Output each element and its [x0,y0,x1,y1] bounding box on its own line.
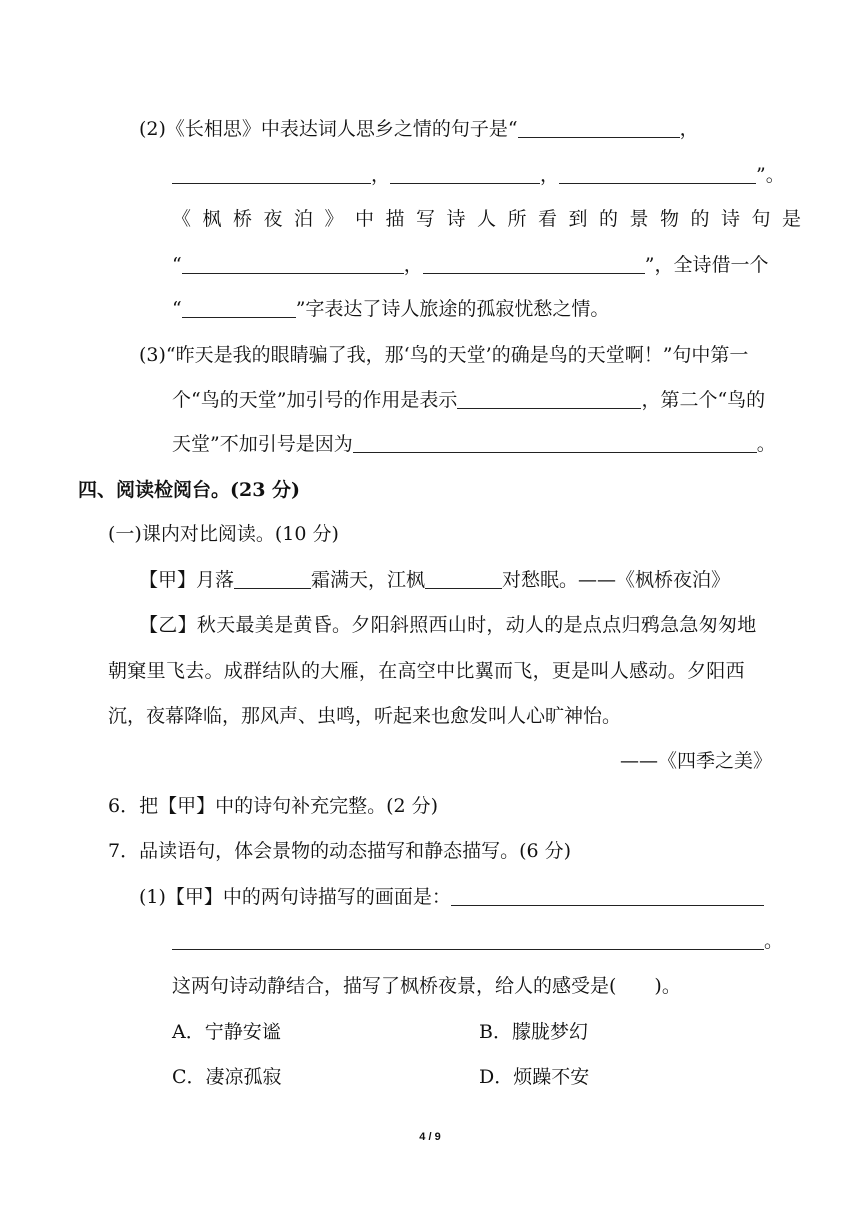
q2-line4-suffix: ”，全诗借一个 [644,254,769,276]
q2-line3: 《枫桥夜泊》中描写诗人所看到的景物的诗句是 [172,208,813,230]
q2-line4 [172,252,768,278]
q7-sub1-end: 。 [764,930,784,952]
q2-blank-3[interactable] [390,163,540,184]
passage-yi-line1: 【乙】秋天最美是黄昏。夕阳斜照西山时，动人的是点点归鸦急急匆匆地 [139,614,757,636]
q2-comma-2: ， [371,164,391,186]
q7-sub1-line2 [172,928,783,954]
q2-line5 [172,296,609,322]
option-d[interactable]: D．烦躁不安 [479,1066,590,1088]
q3-line3-suffix: 。 [756,433,776,455]
q2-line5-suffix: ”字表达了诗人旅途的孤寂忧愁之情。 [295,298,610,320]
q7-blank-1[interactable] [451,885,764,906]
jia-blank-1[interactable] [234,568,311,589]
q2-blank-2[interactable] [172,163,371,184]
q7-sub1-line1 [139,884,764,910]
q7-sub1-question: 这两句诗动静结合，描写了枫桥夜景，给人的感受是( )。 [172,975,681,997]
q2-blank-5[interactable] [182,253,404,274]
q2-blank-7[interactable] [182,297,296,318]
q2-open-quote: “ [172,254,182,276]
passage-yi-line2: 朝窠里飞去。成群结队的大雁，在高空中比翼而飞，更是叫人感动。夕阳西 [108,660,745,682]
q3-line1: (3)“昨天是我的眼睛骗了我，那‘鸟的天堂’的确是鸟的天堂啊！”句中第一 [139,344,749,366]
q2-blank-4[interactable] [559,163,756,184]
question-7: 7．品读语句，体会景物的动态描写和静态描写。(6 分) [108,840,572,862]
jia-prefix: 【甲】月落 [139,569,235,591]
q2-blank-6[interactable] [423,253,645,274]
option-a[interactable]: A．宁静安谧 [172,1021,281,1043]
page-number: 4 / 9 [419,1131,441,1143]
section-title: 四、阅读检阅台。(23 分) [78,479,301,501]
q3-line2 [172,387,765,413]
q2-line1 [139,116,699,142]
q3-line3-prefix: 天堂”不加引号是因为 [172,433,353,455]
subsection-title: (一)课内对比阅读。(10 分) [108,523,339,545]
passage-yi-source: ——《四季之美》 [620,750,773,772]
q2-comma-4: ， [403,254,423,276]
passage-yi-line3: 沉，夜幕降临，那风声、虫鸣，听起来也愈发叫人心旷神怡。 [108,705,622,727]
q3-line3 [172,431,776,457]
q2-prefix: (2)《长相思》中表达词人思乡之情的句子是“ [139,118,518,140]
q2-comma-3: ， [540,164,560,186]
q2-line2 [172,162,785,188]
q2-end-quote: ”。 [756,164,785,186]
q7-blank-2[interactable] [172,929,764,950]
option-c[interactable]: C．凄凉孤寂 [172,1066,282,1088]
q2-blank-1[interactable] [518,117,680,138]
passage-jia [139,567,730,593]
option-b[interactable]: B．朦胧梦幻 [479,1021,588,1043]
q7-sub1-prefix: (1)【甲】中的两句诗描写的画面是： [139,886,451,908]
q2-open-quote-2: “ [172,298,182,320]
jia-mid: 霜满天，江枫 [311,569,426,591]
q3-line2-suffix: ，第二个“鸟的 [641,389,766,411]
jia-suffix: 对愁眠。——《枫桥夜泊》 [502,569,731,591]
q3-line2-prefix: 个“鸟的天堂”加引号的作用是表示 [172,389,458,411]
q2-comma-1: ， [679,118,699,140]
q3-blank-1[interactable] [457,388,641,409]
jia-blank-2[interactable] [425,568,502,589]
q3-blank-2[interactable] [353,432,757,453]
question-6: 6．把【甲】中的诗句补充完整。(2 分) [108,795,439,817]
